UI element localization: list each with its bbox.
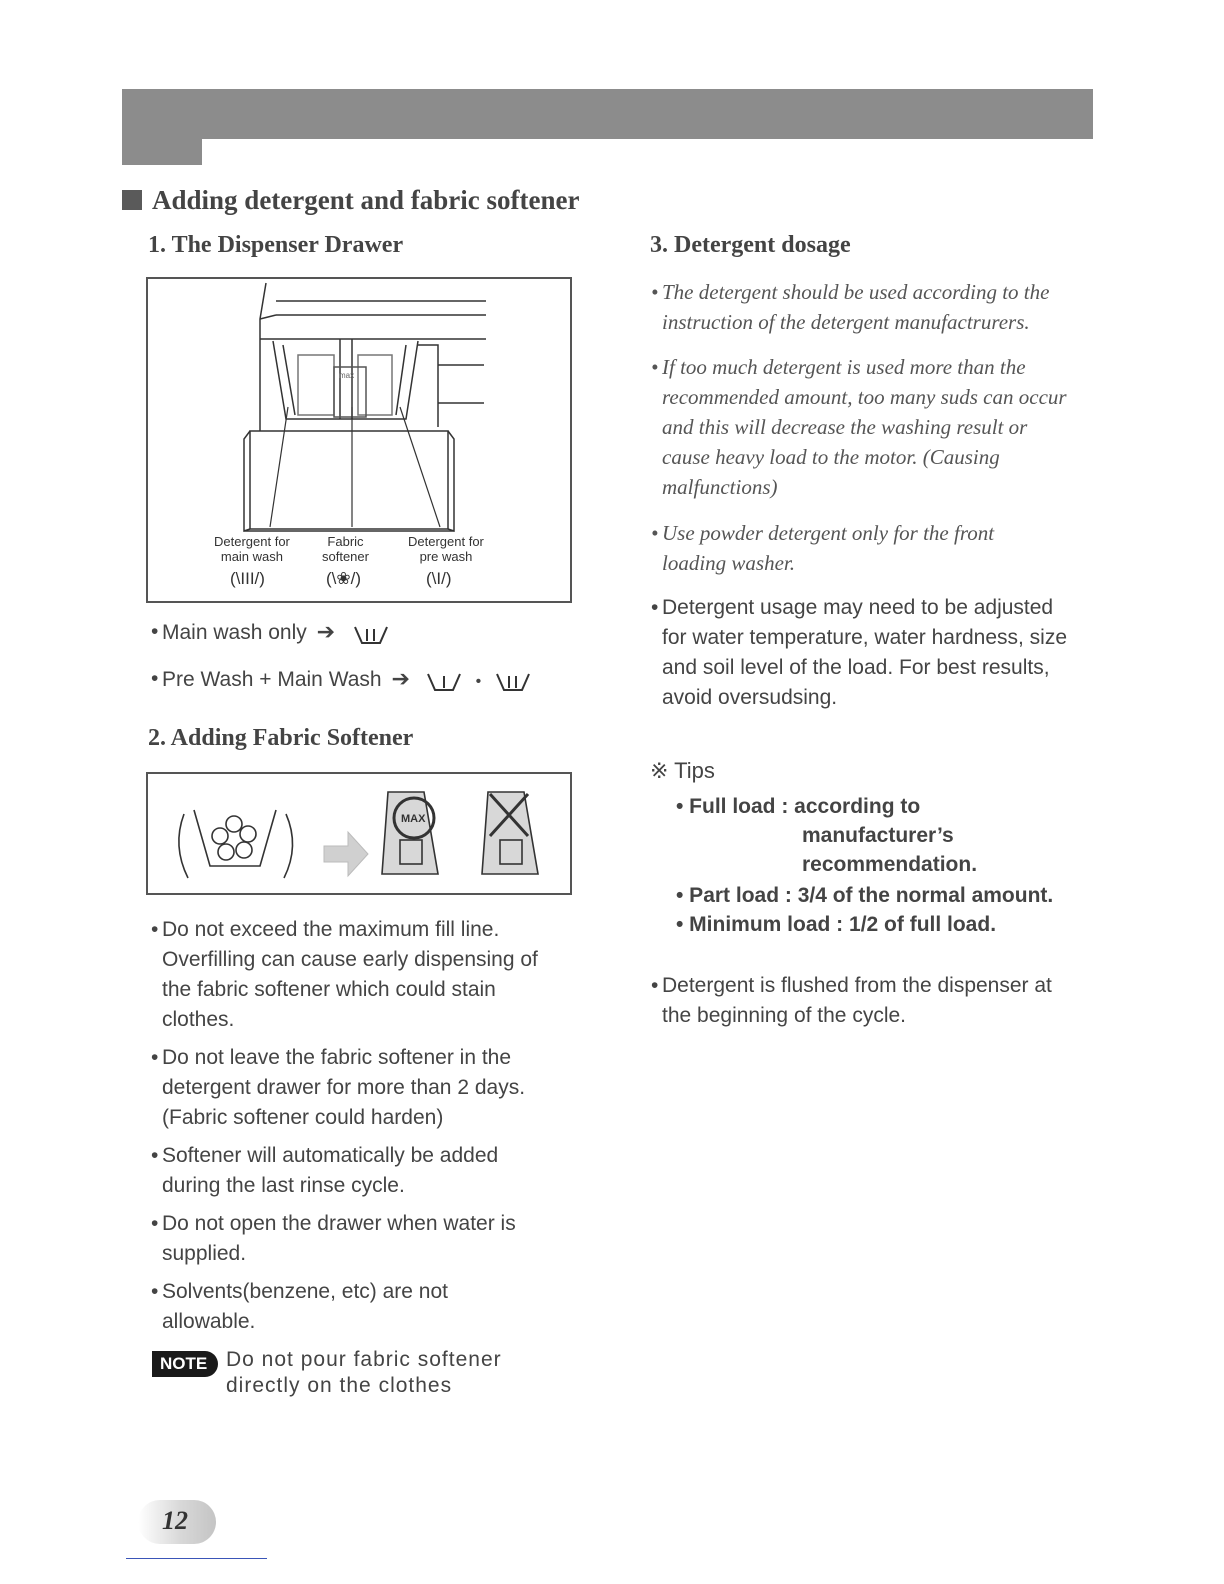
dosage-italic-bullet-1: • The detergent should be used according to the instruction of the detergent manufactrurers. bbox=[651, 280, 1050, 334]
wash-option-main-text: Main wash only bbox=[162, 621, 307, 644]
label-softener-line1: Fabric bbox=[327, 534, 364, 549]
tip-full-load-line3: recommendation. bbox=[802, 853, 978, 876]
label-main-wash bbox=[214, 534, 290, 564]
max-mark: max bbox=[339, 371, 355, 380]
adding-softener-title: 2. Adding Fabric Softener bbox=[148, 725, 414, 751]
tip-full-load-line2: manufacturer’s bbox=[802, 824, 954, 847]
header-tab bbox=[122, 139, 202, 165]
tips-title: ※ Tips bbox=[650, 758, 715, 783]
dosage-usage-bullet: • Detergent usage may need to be adjusted for water temperature, water hardness, size and soil level of the load. For best results, avoid oversudsing. bbox=[651, 596, 1068, 709]
softener-bullet-2-text: Do not leave the fabric softener in the detergent drawer for more than 2 days. (Fabric softener could harden) bbox=[162, 1046, 526, 1129]
main-wash-tub-icon bbox=[353, 623, 389, 645]
page-number-badge bbox=[138, 1500, 216, 1544]
label-pre-wash-line1: Detergent for bbox=[408, 534, 484, 549]
dosage-usage-bullet-text: Detergent usage may need to be adjusted for water temperature, water hardness, size and soil level of the load. For best results, avoid oversudsing. bbox=[662, 596, 1068, 709]
note-text-line2: directly on the clothes bbox=[226, 1374, 453, 1397]
detergent-dosage-title: 3. Detergent dosage bbox=[650, 232, 851, 258]
flush-bullet-text: Detergent is flushed from the dispenser at the beginning of the cycle. bbox=[662, 974, 1052, 1027]
softener-bullet-4-text: Do not open the drawer when water is supplied. bbox=[162, 1212, 516, 1265]
main-wash-symbol: (\III/) bbox=[230, 569, 265, 588]
label-main-wash-line1: Detergent for bbox=[214, 534, 290, 549]
label-pre-wash-line2: pre wash bbox=[419, 549, 473, 564]
tip-full-load: • Full load : according to bbox=[676, 795, 921, 818]
pre-wash-symbol: (\I/) bbox=[426, 569, 452, 588]
dispenser-drawer-figure bbox=[146, 277, 572, 603]
softener-symbol: (\❀/) bbox=[326, 569, 362, 588]
softener-bullet-3-text: Softener will automatically be added during the last rinse cycle. bbox=[162, 1144, 499, 1197]
max-fill-label: MAX bbox=[401, 813, 426, 825]
softener-bullet-5-text: Solvents(benzene, etc) are not allowable. bbox=[162, 1280, 449, 1333]
square-bullet-icon bbox=[122, 190, 142, 210]
dosage-italic-bullet-1-text: The detergent should be used according to the instruction of the detergent manufactrurers. bbox=[662, 280, 1050, 334]
softener-bullet-1: • Do not exceed the maximum fill line. Overfilling can cause early dispensing of the fabric softener which could stain clothes. bbox=[151, 918, 538, 1031]
dosage-italic-bullet-2: • If too much detergent is used more than the recommended amount, too many suds can occur and this will decrease the washing result or cause heavy load to the motor. (Causing malfunctions) bbox=[651, 355, 1067, 499]
softener-figure bbox=[146, 772, 572, 895]
main-wash-tub-icon bbox=[495, 670, 531, 692]
section-title-text: Adding detergent and fabric softener bbox=[152, 185, 580, 215]
softener-bullet-1-text: Do not exceed the maximum fill line. Overfilling can cause early dispensing of the fabric softener which could stain clothes. bbox=[162, 918, 538, 1031]
dosage-italic-bullet-3-text: Use powder detergent only for the front loading washer. bbox=[662, 521, 995, 575]
arrow-right-icon: ➔ bbox=[391, 666, 410, 691]
label-main-wash-line2: main wash bbox=[220, 549, 283, 564]
softener-bullet-4: • Do not open the drawer when water is supplied. bbox=[151, 1212, 516, 1265]
section-title bbox=[122, 185, 579, 216]
label-softener bbox=[322, 534, 369, 564]
pre-wash-tub-icon bbox=[426, 670, 462, 692]
page-rule bbox=[126, 1558, 267, 1559]
note-text-line1: Do not pour fabric softener bbox=[226, 1348, 502, 1371]
plus-dot-icon: • bbox=[475, 673, 482, 690]
softener-bullet-2: • Do not leave the fabric softener in the detergent drawer for more than 2 days. (Fabric softener could harden) bbox=[151, 1046, 526, 1129]
note-badge: NOTE bbox=[152, 1351, 218, 1377]
softener-bullet-5: • Solvents(benzene, etc) are not allowable. bbox=[151, 1280, 449, 1333]
note-text bbox=[226, 1347, 502, 1399]
wash-option-main: • Main wash only ➔ bbox=[162, 617, 389, 648]
dispenser-drawer-title: 1. The Dispenser Drawer bbox=[148, 232, 404, 258]
wash-option-pre-main: • Pre Wash + Main Wash ➔ • bbox=[162, 664, 531, 697]
dosage-italic-bullet-3: • Use powder detergent only for the front loading washer. bbox=[651, 521, 995, 575]
softener-illustration bbox=[148, 774, 570, 893]
tip-minimum-load: • Minimum load : 1/2 of full load. bbox=[676, 913, 997, 936]
page-number: 12 bbox=[162, 1506, 188, 1535]
arrow-right-icon: ➔ bbox=[316, 619, 336, 644]
label-softener-line2: softener bbox=[322, 549, 369, 564]
wash-option-pre-main-text: Pre Wash + Main Wash bbox=[162, 668, 382, 691]
tip-part-load: • Part load : 3/4 of the normal amount. bbox=[676, 884, 1054, 907]
softener-bullet-3: • Softener will automatically be added during the last rinse cycle. bbox=[151, 1144, 499, 1197]
flush-bullet: • Detergent is flushed from the dispenser at the beginning of the cycle. bbox=[651, 974, 1052, 1027]
header-bar bbox=[122, 89, 1093, 139]
label-pre-wash bbox=[408, 534, 484, 564]
dosage-italic-bullet-2-text: If too much detergent is used more than the recommended amount, too many suds can occur and this will decrease the washing result or cause heavy load to the motor. (Causing malfunctions) bbox=[662, 355, 1067, 499]
